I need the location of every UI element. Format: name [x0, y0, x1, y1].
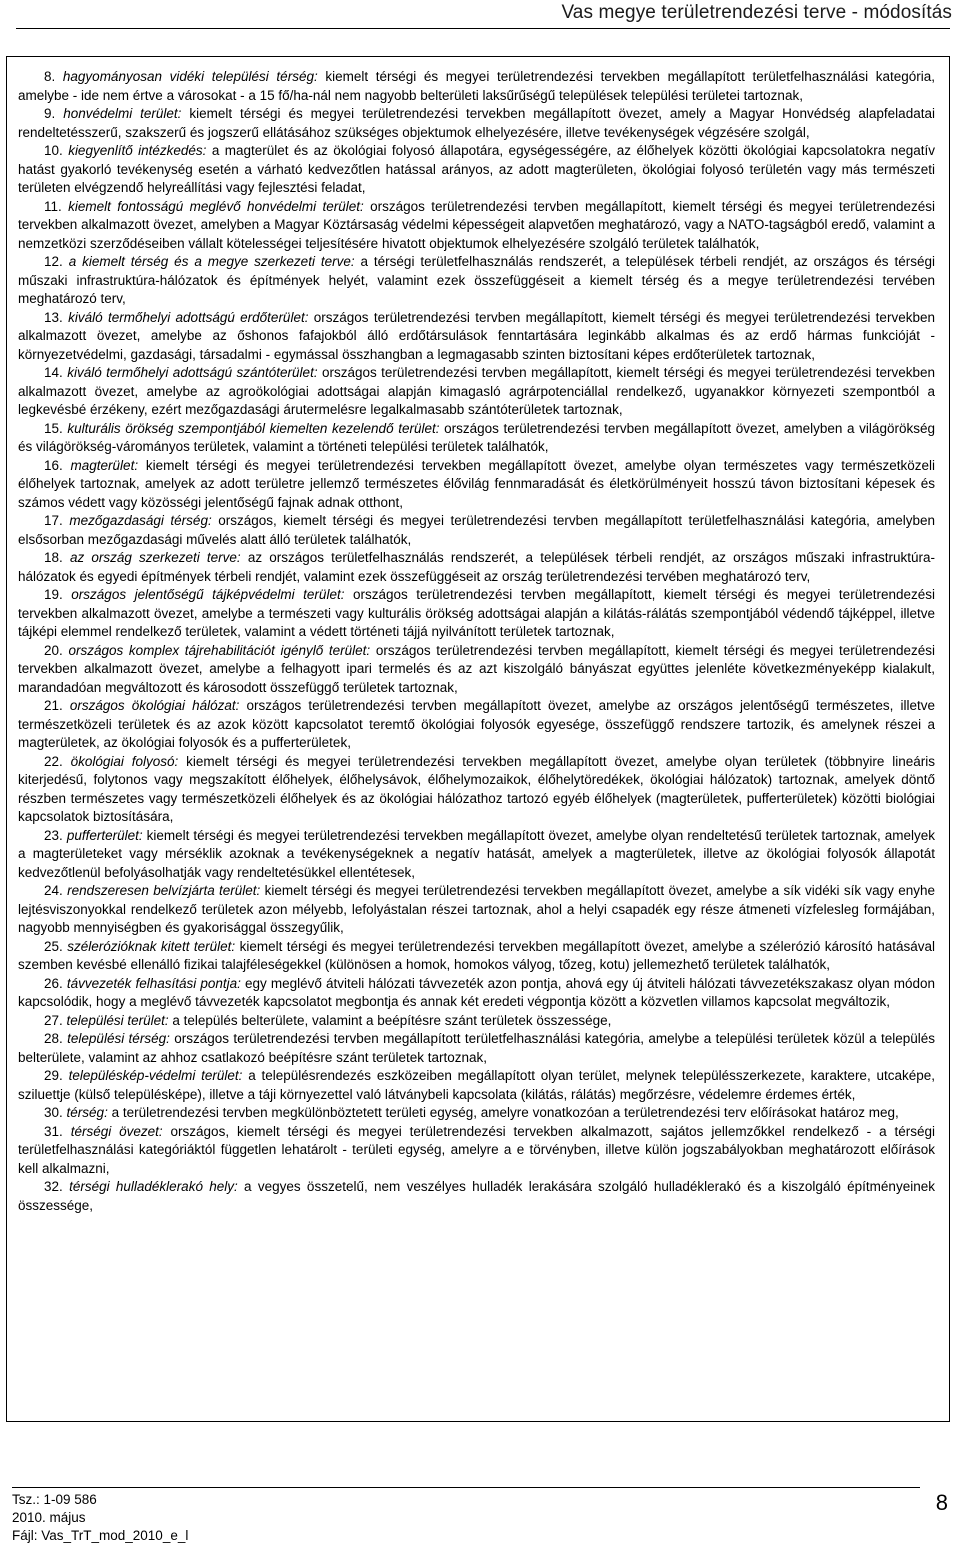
- definition-term: települési terület:: [66, 1012, 169, 1028]
- footer-divider: [12, 1487, 920, 1488]
- definition-text: a térségi területfelhasználás rendszerét, a települések térbeli rendjét, az országos és térségi műszaki infrastruktúra-hálózatok és építmények helyét, valamint ezek összefüggéseit a kiemelt térség és a megye területrendezési tervében meghatározó terv,: [18, 254, 935, 306]
- definition-number: 12.: [44, 254, 63, 269]
- definition-text: egy meglévő átviteli hálózati távvezeték azon pontja, ahová egy új átviteli hálózati távvezetékszakasz olyan módon kapcsolódik, hogy a meglévő távvezeték kapcsolatot megbontja és annak két eredeti végpontja között a közvetlen villamos kapcsolat megváltozik,: [18, 975, 935, 1009]
- definition-term: országos jelentőségű tájképvédelmi terület:: [71, 587, 345, 602]
- definition-text: kiemelt térségi és megyei területrendezési tervekben megállapított területfelhasználási kategória, amelybe - ide nem értve a városokat - a 15 fő/ha-nál nem nagyobb belterületi laksűrűségű települések települési területei tartoznak,: [18, 69, 935, 103]
- header-divider: [16, 28, 950, 29]
- definition-number: 9.: [44, 106, 56, 121]
- definition-term: kiváló termőhelyi adottságú szántóterület:: [67, 365, 318, 380]
- definition-number: 13.: [44, 309, 63, 325]
- definition-term: települési térség:: [67, 1031, 170, 1046]
- definition-item: [18, 142, 935, 198]
- page-header: [0, 0, 960, 30]
- definition-item: [18, 364, 935, 420]
- definition-term: térség:: [66, 1105, 108, 1120]
- definition-number: 10.: [44, 143, 63, 158]
- definition-item: [18, 549, 935, 586]
- definition-item: [18, 1030, 935, 1067]
- definition-item: [18, 1067, 935, 1104]
- definition-number: 32.: [44, 1179, 63, 1194]
- definition-number: 24.: [44, 883, 63, 898]
- definition-number: 29.: [44, 1068, 63, 1083]
- definition-term: a kiemelt térség és a megye szerkezeti terve:: [68, 254, 355, 269]
- definition-number: 23.: [44, 827, 63, 843]
- definition-text: kiemelt térségi és megyei területrendezési tervekben megállapított övezet, amelybe a sík vidéki sík vagy enyhe lejtésviszonyokkal rendelkező területek azon mélyebb, lefolyástalan részei tartoznak, ahol a helyi csapadék egy része átmeneti vízfelesleg formájában, nagyobb mennyiségben és gyakorisággal összegyűlik,: [18, 883, 935, 935]
- definition-item: [18, 697, 935, 753]
- definition-number: 30.: [44, 1105, 63, 1120]
- definition-text: a településrendezés eszközeiben megállapított olyan terület, melynek településszerkezete, karaktere, utcaképe, sziluettje (külső településképe), illetve a táji környezettel való látványbeli kapcsolata (kilátás, rálátás) megőrzésre, védelemre érdemes érték,: [18, 1068, 936, 1102]
- definition-term: kiváló termőhelyi adottságú erdőterület:: [68, 309, 309, 325]
- definition-item: [18, 882, 935, 938]
- definition-text: országos területrendezési tervben megállapított, kiemelt térségi és megyei területrendezési tervekben alkalmazott övezet, amelybe a természeti vagy kulturális örökség adottságai alapján a kilátás-rálátás szempontjából védendő tájképpel, illetve tájképi elemmel rendelkező területek, valamint a védett történeti tájjá nyilvánított területek tartoznak,: [18, 587, 935, 639]
- definition-item: [18, 586, 935, 642]
- definition-term: kiemelt fontosságú meglévő honvédelmi terület:: [68, 198, 364, 214]
- document-title: Vas megye területrendezési terve - módosítás: [561, 2, 952, 23]
- definition-text: a magterület és az ökológiai folyosó állapotára, egységességére, az élőhelyek közötti ökológiai kapcsolatokra negatív hatást gyakorló tevékenység esetén a várható kedvezőtlen hatással arányos, az adott magterületen, ökológiai folyosó területén vagy más természeti területen elvégzendő helyreállítási vagy fejlesztési feladat,: [18, 143, 935, 195]
- definition-number: 11.: [44, 198, 62, 214]
- definition-term: hagyományosan vidéki települési térség:: [62, 69, 318, 84]
- footer-date: 2010. május: [12, 1510, 86, 1525]
- definition-number: 19.: [44, 587, 63, 602]
- definition-number: 26.: [44, 975, 63, 991]
- definition-text: országos területrendezési tervben megállapított, kiemelt térségi és megyei területrendezési tervekben alkalmazott övezet, amelybe az agroökológiai adottságai alapján kimagasló agrárpotenciállal rendelkező, ugyanakkor környezeti szempontból a legkevésbé érzékeny, ezért mezőgazdasági árutermelésre legalkalmasabb szántóterületek tartoznak,: [18, 365, 935, 417]
- definition-number: 16.: [44, 457, 63, 473]
- definition-item: [18, 938, 935, 975]
- definition-item: [18, 1178, 935, 1215]
- definition-text: a település belterülete, valamint a beépítésre szánt területek összessége,: [168, 1012, 612, 1028]
- page-footer: [0, 1478, 960, 1546]
- definition-text: országos területrendezési tervben megállapított övezet, amelybe az országos jelentőségű természetes, illetve természetközeli területek és az azok között kapcsolatot teremtő ökológiai folyosók egyesége, összefüggő rendszere tartozik, és amelynek részei a magterületek, az ökológiai folyosók és a pufferterületek,: [18, 698, 935, 750]
- definition-text: országos, kiemelt térségi és megyei területrendezési tervekben alkalmazott, sajátos jellemzőkkel rendelkező - a térségi területfelhasználási kategóriáktól független lehatárolt - területi egység, amelyre a e törvényben, illetve külön jogszabályokban meghatározott előírások kell alkalmazni,: [18, 1123, 935, 1176]
- definition-number: 8.: [44, 69, 56, 84]
- definition-item: [18, 975, 935, 1012]
- definition-text: kiemelt térségi és megyei területrendezési tervekben megállapított övezet, amely a Magyar Honvédség alapfeladatai rendeltetésszerű, szakszerű és jogszerű ellátásához szükséges objektumok elhelyezésére, illetve tevékenységek végzésére szolgál,: [18, 106, 935, 140]
- definition-text: országos területrendezési tervben megállapított, kiemelt térségi és megyei területrendezési tervekben alkalmazott övezet, amelyben a Magyar Köztársaság védelmi képességeit alapvetően meghatározó, vagy a NATO-tagságból eredő, valamint a nemzetközi szerződéseiben vállalt kötelességei teljesítésére hivatott objektumok elhelyezésére szolgáló területek találhatók,: [18, 198, 935, 251]
- definition-term: ökológiai folyosó:: [70, 753, 179, 769]
- definition-number: 27.: [44, 1012, 63, 1028]
- definition-text: országos, kiemelt térségi és megyei területrendezési tervben megállapított területfelhasználási kategória, amelyben elsősorban mezőgazdasági művelés alatt álló területek találhatók,: [18, 513, 935, 547]
- definition-term: honvédelmi terület:: [63, 106, 182, 121]
- definition-text: a területrendezési tervben megkülönböztetett területi egység, amelyre vonatkozóan a területrendezési terv előírásokat határoz meg,: [107, 1105, 899, 1120]
- definition-number: 28.: [44, 1031, 63, 1046]
- definition-item: [18, 105, 935, 142]
- definition-item: [18, 1104, 935, 1123]
- definition-term: országos komplex tájrehabilitációt igénylő terület:: [68, 642, 371, 658]
- definition-item: [18, 68, 935, 105]
- definition-term: mezőgazdasági térség:: [69, 513, 212, 528]
- definition-number: 21.: [44, 698, 63, 713]
- definition-item: [18, 1012, 935, 1031]
- definition-item: [18, 512, 935, 549]
- definition-term: távvezeték felhasítási pontja:: [66, 975, 241, 991]
- definition-item: [18, 1123, 935, 1179]
- definition-text: kiemelt térségi és megyei területrendezési tervekben megállapított övezet, amelybe olyan természetes vagy természetközeli élőhelyek tartoznak, amelyek az adott területre jellemző természetes élővilág fennmaradását és életkörülményeit hosszú távon biztosítani képesek és számos védett vagy közösségi jelentőségű fajnak adnak otthont,: [18, 457, 935, 510]
- definition-text: kiemelt térségi és megyei területrendezési tervekben megállapított övezet, amelybe a szélerózió károsító hatásával szemben kevésbé ellenálló fizikai talajféleségekkel (különösen a homok, homokos vályog, tőzeg, kotu) jellemezhető területek találhatók,: [18, 938, 935, 972]
- definition-term: kiegyenlítő intézkedés:: [68, 143, 207, 158]
- definition-text: a vegyes összetelű, nem veszélyes hulladék lerakására szolgáló hulladéklerakó és a kiszolgáló építményeinek összessége,: [18, 1179, 935, 1213]
- definition-item: [18, 753, 935, 827]
- definition-item: [18, 642, 935, 698]
- definition-text: kiemelt térségi és megyei területrendezési tervekben megállapított övezet, amelybe olyan területek (többnyire lineáris kiterjedésű, folytonos vagy megszakított élőhelyek, élőhelysávok, élőhelymozaikok, élőhelytöredékek, ökológiai hálózatok) tartoznak, amelyek döntő részben természetes vagy természetközeli élőhelyek és az ökológiai hálózathoz tartozó egyéb élőhelyek (magterületek, pufferterületek) közötti biológiai kapcsolatok biztosítására,: [18, 753, 935, 824]
- definition-number: 14.: [44, 365, 63, 380]
- definition-term: magterület:: [70, 457, 139, 473]
- footer-project-number: Tsz.: 1-09 586: [12, 1492, 97, 1507]
- definition-term: rendszeresen belvízjárta terület:: [67, 883, 261, 898]
- definitions-box: [6, 56, 950, 1422]
- definition-term: szélerózióknak kitett terület:: [67, 938, 236, 954]
- footer-filename: Fájl: Vas_TrT_mod_2010_e_l: [12, 1528, 189, 1543]
- definition-term: településkép-védelmi terület:: [68, 1068, 243, 1083]
- definition-item: [18, 827, 935, 883]
- definition-text: az országos területfelhasználás rendszerét, a települések térbeli rendjét, az országos műszaki infrastruktúra-hálózatok és egyedi építmények térbeli rendjét, valamint ezek összefüggéseit az ország területrendezési tervében meghatározó terv,: [18, 550, 935, 584]
- definition-item: [18, 457, 935, 513]
- definition-term: országos ökológiai hálózat:: [69, 698, 240, 713]
- definition-number: 31.: [44, 1123, 63, 1139]
- definition-term: az ország szerkezeti terve:: [69, 550, 241, 565]
- definition-term: térségi övezet:: [70, 1123, 163, 1139]
- page-number: 8: [935, 1490, 948, 1515]
- definition-number: 25.: [44, 938, 63, 954]
- definition-text: országos területrendezési tervben megállapított területfelhasználási kategória, amelybe a települési területek közül a település belterülete, valamint az ahhoz csatlakozó beépítésre szánt területek tartoznak,: [18, 1031, 936, 1065]
- definition-text: országos területrendezési tervben megállapított, kiemelt térségi és megyei területrendezési tervekben alkalmazott övezet, amelybe a felhagyott ipari termelés és az azt kiszolgáló bányászat együttes jelenléte következményeképp kialakult, marandadóan megváltozott és károsodott összefüggő területek tartoznak,: [18, 642, 935, 695]
- definition-number: 22.: [44, 753, 63, 769]
- definition-item: [18, 198, 935, 254]
- definition-item: [18, 420, 935, 457]
- definition-number: 20.: [44, 642, 63, 658]
- definition-text: országos területrendezési tervben megállapított övezet, amelyben a világörökség és világörökség-várományos területek, valamint a történeti települési területek találhatók,: [18, 420, 935, 454]
- definition-item: [18, 309, 935, 365]
- definition-item: [18, 253, 935, 309]
- definition-term: kulturális örökség szempontjából kiemelten kezelendő terület:: [67, 420, 440, 436]
- definition-text: kiemelt térségi és megyei területrendezési tervekben megállapított övezet, amelybe olyan rendeltetésű területek tartoznak, amelyek a magterületeket vagy mérséklik azoknak a tevékenységeknek a negatív hatását, amelyek a magterületek, illetve az ökológiai folyosók állapotát kedvezőtlenül befolyásolhatják vagy rendeltetésükkel ellentétesek,: [18, 827, 935, 880]
- definition-term: pufferterület:: [66, 827, 143, 843]
- definition-text: országos területrendezési tervben megállapított, kiemelt térségi és megyei területrendezési tervekben alkalmazott övezet, amelybe az őshonos fafajokból álló erdőtársulások fenntartására leginkább alkalmas és az erdő hármas funkcióját - környezetvédelmi, gazdasági, társadalmi - egymással összhangban a legmagasabb szinten biztosítani képes erdőterületek tartoznak,: [18, 309, 935, 362]
- definition-term: térségi hulladéklerakó hely:: [69, 1179, 238, 1194]
- definition-number: 18.: [44, 550, 63, 565]
- definition-number: 15.: [44, 420, 63, 436]
- definition-number: 17.: [44, 513, 63, 528]
